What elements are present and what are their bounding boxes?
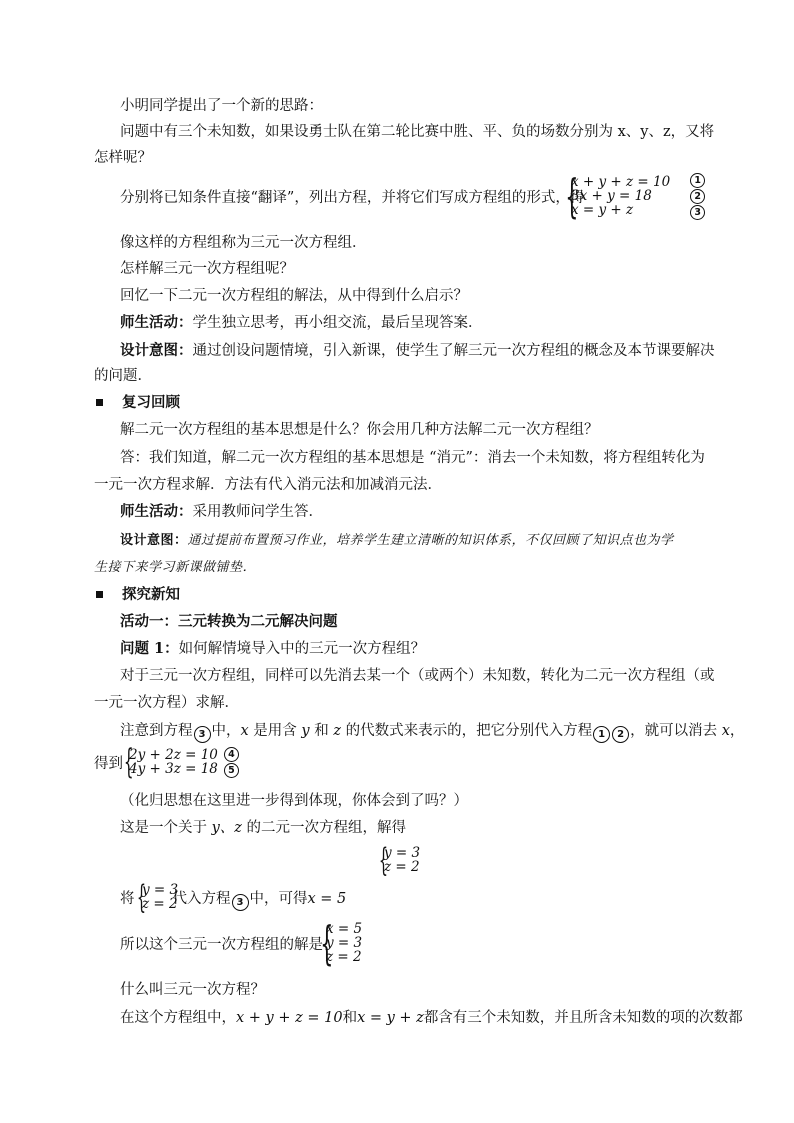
square-bullet-icon: [96, 399, 103, 406]
substitution-system: [135, 878, 179, 916]
text: 中，: [211, 723, 241, 739]
text: ，就可以消去: [630, 723, 722, 739]
paragraph: 一元一次方程）求解．: [94, 695, 239, 711]
activity-title: 活动一：三元转换为二元解决问题: [120, 613, 338, 630]
text: 注意到方程: [120, 723, 193, 739]
circled-number: 2: [612, 726, 629, 743]
text: 如何解情境导入中的三元一次方程组？: [178, 641, 426, 657]
text: 通过创设问题情境，引入新课，使学生了解三元一次方程组的概念及本节课要解决: [192, 343, 715, 359]
section-heading: 探究新知: [122, 586, 180, 603]
paragraph: 生接下来学习新课做铺垫．: [94, 560, 257, 575]
math-expression: x = 5: [307, 891, 347, 907]
paragraph: 像这样的方程组称为三元一次方程组．: [120, 235, 367, 251]
paragraph: 问题中有三个未知数，如果设勇士队在第二轮比赛中胜、平、负的场数分别为 x、y、z，又将: [120, 124, 715, 140]
math-expression: x + y + z = 10: [236, 1010, 343, 1026]
equation-system-2: [122, 742, 239, 782]
text: 代入方程: [172, 891, 231, 907]
equation: z = 2: [384, 859, 420, 875]
equation: x = 5: [326, 921, 363, 937]
paragraph: 得到: [94, 756, 123, 772]
equation: x = y + z: [571, 202, 634, 218]
brace-icon: {: [136, 878, 147, 916]
brace-icon: {: [123, 742, 134, 782]
label: 师生活动：: [120, 314, 193, 331]
math-var: x: [721, 723, 730, 739]
circled-number: 3: [194, 726, 211, 743]
circled-number: 5: [224, 763, 239, 778]
label: 师生活动：: [120, 503, 193, 520]
paragraph: [120, 502, 323, 522]
text: 的代数式来表示的，把它分别代入方程: [340, 723, 593, 739]
paragraph: 对于三元一次方程组，同样可以先消去某一个（或两个）未知数，转化为二元一次方程组（或: [120, 668, 715, 684]
paragraph: 的问题．: [94, 368, 152, 384]
text: 和: [342, 1010, 358, 1026]
equation: z = 2: [326, 949, 362, 965]
circled-number: 2: [690, 189, 705, 204]
solution-system-xyz: [318, 916, 363, 970]
paragraph: 所以这个三元一次方程组的解是: [120, 937, 323, 953]
text: 在这个方程组中，: [120, 1010, 236, 1026]
equation: z = 2: [142, 896, 178, 912]
text: ，: [729, 723, 745, 739]
solution-system-yz: [377, 841, 421, 879]
math-var: y: [301, 723, 310, 739]
label: 问题 1：: [120, 640, 179, 657]
circled-number: 1: [593, 726, 610, 743]
text: 将: [120, 891, 135, 907]
equation: y = 3: [142, 882, 179, 898]
paragraph: 一元一次方程求解．方法有代入消元法和加减消元法．: [94, 477, 442, 493]
brace-icon: {: [378, 841, 389, 879]
paragraph: [120, 639, 425, 659]
paragraph: 分别将已知条件直接“翻译”，列出方程，并将它们写成方程组的形式，得: [120, 190, 585, 206]
paragraph: [120, 531, 674, 551]
paragraph: 怎样呢？: [94, 150, 152, 166]
paragraph: 回忆一下二元一次方程组的解法，从中得到什么启示？: [120, 288, 468, 304]
text: 中，可得: [249, 891, 308, 907]
brace-icon: {: [320, 916, 334, 970]
math-var: y、z: [211, 820, 242, 836]
paragraph: [120, 818, 406, 838]
text: 的二元一次方程组，解得: [241, 820, 407, 836]
label: 设计意图：: [120, 533, 188, 548]
circled-number: 3: [232, 894, 249, 911]
paragraph: 解二元一次方程组的基本思想是什么？你会用几种方法解二元一次方程组？: [120, 422, 599, 438]
paragraph: 答：我们知道，解二元一次方程组的基本思想是 “消元”：消去一个未知数，将方程组转化为: [120, 450, 705, 466]
section-heading: 复习回顾: [122, 394, 180, 411]
equation: y = 3: [384, 845, 421, 861]
square-bullet-icon: [96, 591, 103, 598]
equation: x + y + z = 10: [571, 174, 671, 190]
paragraph: [120, 313, 483, 333]
paragraph: 什么叫三元一次方程？: [120, 982, 265, 998]
text: 采用教师问学生答．: [192, 504, 323, 520]
circled-number: 4: [224, 747, 239, 762]
paragraph: （化归思想在这里进一步得到体现，你体会到了吗？）: [120, 793, 468, 809]
circled-number: 1: [690, 173, 705, 188]
text: 学生独立思考，再小组交流，最后呈现答案．: [192, 315, 483, 331]
paragraph: [120, 721, 744, 743]
paragraph: 怎样解三元一次方程组呢？: [120, 261, 294, 277]
text: 通过提前布置预习作业，培养学生建立清晰的知识体系，不仅回顾了知识点也为学: [187, 533, 674, 548]
paragraph: [120, 341, 715, 361]
label: 设计意图：: [120, 342, 193, 359]
equation-system-1: [563, 169, 705, 223]
paragraph: 小明同学提出了一个新的思路：: [120, 98, 323, 114]
math-var: x: [240, 723, 249, 739]
text: 和: [309, 723, 334, 739]
equation: y = 3: [326, 935, 363, 951]
equation: 3x + y = 18: [571, 188, 652, 204]
text: 这是一个关于: [120, 820, 212, 836]
equation: 2y + 2z = 10: [129, 747, 218, 763]
circled-number: 3: [690, 205, 705, 220]
text: 是用含: [248, 723, 302, 739]
paragraph: [120, 1008, 743, 1028]
text: 都含有三个未知数，并且所含未知数的项的次数都: [423, 1010, 743, 1026]
math-expression: x = y + z: [357, 1010, 424, 1026]
equation: 4y + 3z = 18: [129, 761, 218, 777]
math-var: z: [333, 723, 341, 739]
brace-icon: {: [565, 169, 579, 223]
